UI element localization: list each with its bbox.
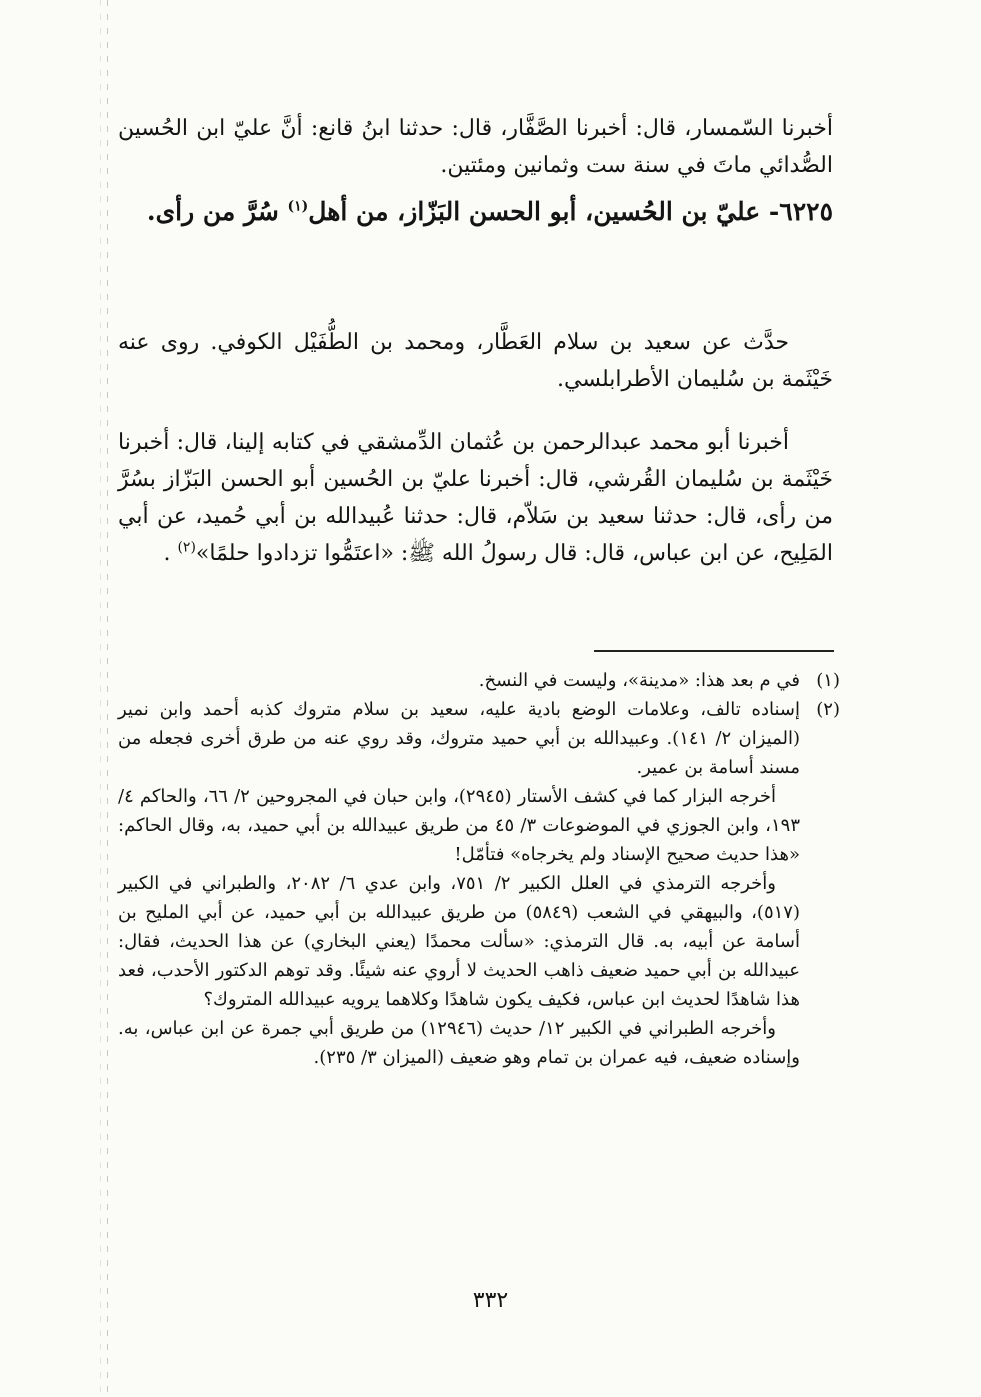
footnote-2-continued-2: وأخرجه الترمذي في العلل الكبير ٢/ ٧٥١، وابن عدي ٦/ ٢٠٨٢، والطبراني في الكبير (٥١٧)، والبيهقي في الشعب (٥٨٤٩) من طريق عبيدالله بن أبي حميد، عن أبي المليح بن أسامة عن أبيه، به. قال الترمذي: «سألت محمدًا (يعني البخاري) عن هذا الحديث، فقال: عبيدالله بن أبي حميد ضعيف ذاهب الحديث لا أروي عنه شيئًا. وقد توهم الدكتور الأحدب، فعد هذا شاهدًا لحديث ابن عباس، فكيف يكون شاهدًا وكلاهما يرويه عبيدالله المتروك؟ (118, 873, 800, 1010)
footnote-2-text: إسناده تالف، وعلامات الوضع بادية عليه، سعيد بن سلام متروك كذبه أحمد وابن نمير (الميزان ٢/ ١٤١). وعبيدالله بن أبي حميد متروك، وقد روي عنه من طرق أخرى فجعله من مسند أسامة بن عمير. (118, 699, 800, 778)
entry-number: ٦٢٢٥ (779, 197, 833, 226)
footnote-2-number: (٢) (816, 699, 840, 720)
footnotes (118, 666, 840, 1072)
footnote-1-text: في م بعد هذا: «مدينة»، وليست في النسخ. (478, 670, 800, 691)
footnote-1 (118, 666, 840, 695)
paragraph-3-text: أخبرنا أبو محمد عبدالرحمن بن عُثمان الدِّمشقي في كتابه إلينا، قال: أخبرنا خَيْثَمة بن سُليمان القُرشي، قال: أخبرنا عليّ بن الحُسين أبو الحسن البَزّاز بسُرَّ من رأى، قال: حدثنا سعيد بن سَلاّم، قال: حدثنا عُبيدالله بن أبي حُميد، عن أبي المَلِيح، عن ابن عباس، قال: قال رسولُ الله ﷺ: «اعتَمُّوا تزدادوا حلمًا» (118, 430, 833, 566)
footnote-2-continued-1: أخرجه البزار كما في كشف الأستار (٢٩٤٥)، وابن حبان في المجروحين ٢/ ٦٦، والحاكم ٤/ ١٩٣، وابن الجوزي في الموضوعات ٣/ ٤٥ من طريق عبيدالله بن أبي حميد، به، وقال الحاكم: «هذا حديث صحيح الإسناد ولم يخرجاه» فتأمّل! (118, 786, 801, 865)
paragraph-3 (118, 424, 833, 572)
scan-artifact-line (100, 0, 101, 1397)
footnote-separator (594, 650, 834, 652)
footnote-2-continued-3: وأخرجه الطبراني في الكبير ١٢/ حديث (١٢٩٤٦) من طريق أبي جمرة عن ابن عباس، به. وإسناده ضعيف، فيه عمران بن تمام وهو ضعيف (الميزان ٣/ ٢٣٥). (118, 1018, 800, 1068)
entry-title-end: سُرَّ من رأى. (146, 197, 279, 226)
footnote-ref-1[interactable]: (١) (287, 198, 309, 215)
paragraph-2: حدَّث عن سعيد بن سلام العَطَّار، ومحمد بن الطُّفَيْل الكوفي. روى عنه خَيْثَمة بن سُليمان الأطرابلسي. (118, 330, 833, 392)
entry-title: - عليّ بن الحُسين، أبو الحسن البَزّاز، من أهل (308, 197, 780, 226)
footnote-1-number: (١) (816, 670, 840, 691)
scan-artifact-line (107, 0, 108, 1397)
footnote-ref-2[interactable]: (٢) (177, 539, 196, 556)
page-number: ٣٣٢ (472, 1288, 509, 1313)
entry-heading (118, 184, 833, 240)
main-text-continued (118, 324, 833, 398)
footnote-2 (118, 695, 840, 782)
paragraph-1: أخبرنا السّمسار، قال: أخبرنا الصَّفَّار، قال: حدثنا ابنُ قانع: أنَّ عليّ ابن الحُسين الصُّدائي ماتَ في سنة ست وثمانين ومئتين. (118, 116, 833, 178)
paragraph-3-end: . (163, 541, 171, 566)
main-text-isnad (118, 424, 833, 572)
main-text (118, 110, 833, 240)
